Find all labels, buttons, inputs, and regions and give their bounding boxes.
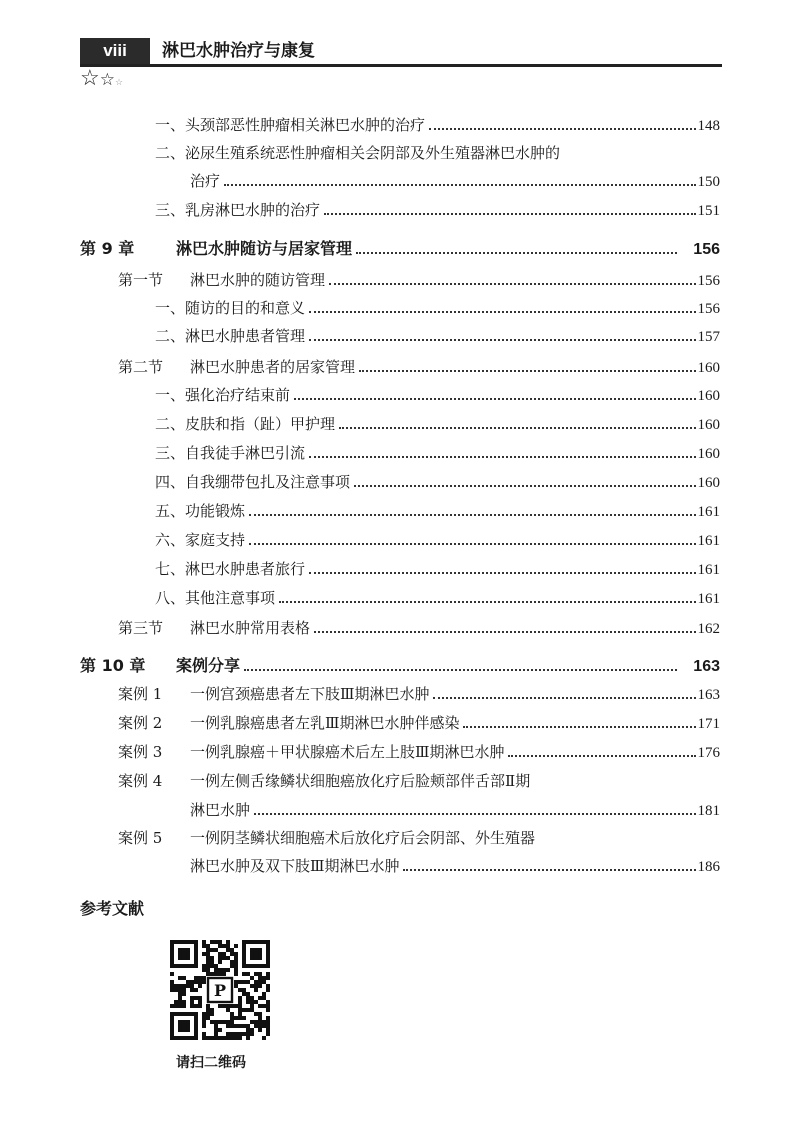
- toc-entry[interactable]: [155, 557, 720, 581]
- toc-entry[interactable]: [190, 798, 720, 822]
- dot-leader: [254, 813, 695, 815]
- dot-leader: [359, 370, 695, 372]
- dot-leader: [324, 213, 695, 215]
- toc-entry-title: 随访的目的和意义: [185, 299, 306, 317]
- toc-entry[interactable]: [118, 682, 720, 706]
- qr-caption: 请扫二维码: [176, 1055, 246, 1071]
- toc-entry[interactable]: [190, 169, 720, 193]
- toc-page-number: 163: [697, 687, 720, 703]
- toc-entry-title: 淋巴水肿的随访管理: [190, 271, 326, 289]
- toc-page-number: 156: [693, 241, 720, 258]
- toc-entry-title: 皮肤和指（趾）甲护理: [185, 415, 336, 433]
- dot-leader: [403, 869, 695, 871]
- toc-page-number: 161: [697, 591, 720, 607]
- toc-entry-title: 案例分享: [176, 656, 241, 675]
- dot-leader: [279, 601, 695, 603]
- toc-entry-number: 案例 5: [118, 829, 163, 847]
- dot-leader: [309, 456, 695, 458]
- toc-entry[interactable]: [118, 740, 720, 764]
- toc-page-number: 171: [697, 716, 720, 732]
- toc-entry-title: 淋巴水肿随访与居家管理: [176, 239, 353, 258]
- toc-entry-number: 三、: [155, 201, 186, 219]
- dot-leader: [309, 311, 695, 313]
- toc-page-number: 160: [697, 446, 720, 462]
- dot-leader: [356, 252, 677, 254]
- toc-page-number: 163: [693, 658, 720, 675]
- dot-leader: [224, 184, 695, 186]
- toc-references[interactable]: 参考文献: [80, 899, 145, 918]
- toc-entry-number: 第 9 章: [80, 239, 135, 258]
- toc-entry-number: 三、: [155, 444, 186, 462]
- toc-entry-title: 一例乳腺癌患者左乳Ⅲ期淋巴水肿伴感染: [190, 714, 460, 732]
- toc-page-number: 160: [697, 360, 720, 376]
- toc-entry[interactable]: [155, 499, 720, 523]
- toc-entry-number: 一、: [155, 116, 186, 134]
- toc-entry-number: 案例 4: [118, 772, 163, 790]
- toc-entry-number: 第三节: [118, 619, 164, 637]
- dot-leader: [354, 485, 695, 487]
- toc-entry-number: 二、: [155, 327, 186, 345]
- toc-entry-line[interactable]: [155, 141, 560, 165]
- toc-entry-number: 五、: [155, 502, 186, 520]
- toc-entry-title: 治疗: [190, 172, 221, 190]
- running-header-title: 淋巴水肿治疗与康复: [162, 41, 315, 61]
- toc-entry[interactable]: [118, 268, 720, 292]
- dot-leader: [433, 697, 695, 699]
- toc-entry[interactable]: [155, 412, 720, 436]
- toc-entry-number: 八、: [155, 589, 186, 607]
- toc-entry-title: 淋巴水肿患者的居家管理: [190, 358, 356, 376]
- toc-entry-number: 二、: [155, 144, 186, 162]
- dot-leader: [249, 543, 695, 545]
- toc-page-number: 160: [697, 388, 720, 404]
- dot-leader: [314, 631, 695, 633]
- toc-entry-title: 一例左侧舌缘鳞状细胞癌放化疗后脸颊部伴舌部Ⅱ期: [190, 772, 531, 790]
- toc-page-number: 148: [697, 118, 720, 134]
- toc-entry-number: 案例 2: [118, 714, 163, 732]
- toc-page-number: 161: [697, 533, 720, 549]
- toc-entry-number: 第二节: [118, 358, 164, 376]
- toc-entry-number: 二、: [155, 415, 186, 433]
- toc-entry-title: 一例乳腺癌＋甲状腺癌术后左上肢Ⅲ期淋巴水肿: [190, 743, 505, 761]
- dot-leader: [309, 572, 695, 574]
- star-icon: ☆: [114, 78, 124, 88]
- toc-entry-title: 淋巴水肿及双下肢Ⅲ期淋巴水肿: [190, 857, 400, 875]
- toc-page-number: 156: [697, 273, 720, 289]
- star-icon: ☆: [99, 70, 115, 90]
- dot-leader: [329, 283, 695, 285]
- toc-entry-title: 其他注意事项: [185, 589, 276, 607]
- toc-page-number: 181: [697, 803, 720, 819]
- toc-entry[interactable]: [155, 198, 720, 222]
- toc-page-number: 150: [697, 174, 720, 190]
- toc-entry-number: 案例 3: [118, 743, 163, 761]
- toc-entry[interactable]: [190, 854, 720, 878]
- toc-entry-title: 乳房淋巴水肿的治疗: [185, 201, 321, 219]
- decorative-stars: [80, 66, 123, 96]
- toc-entry-title: 强化治疗结束前: [185, 386, 291, 404]
- toc-page-number: 186: [697, 859, 720, 875]
- toc-entry-title: 家庭支持: [185, 531, 246, 549]
- toc-entry-title: 自我徒手淋巴引流: [185, 444, 306, 462]
- toc-entry-number: 一、: [155, 299, 186, 317]
- toc-page-number: 161: [697, 562, 720, 578]
- toc-entry-title: 功能锻炼: [185, 502, 246, 520]
- toc-entry-line[interactable]: [118, 826, 535, 850]
- toc-entry-line[interactable]: [118, 769, 530, 793]
- toc-entry[interactable]: [155, 383, 720, 407]
- toc-entry-title: 淋巴水肿: [190, 801, 251, 819]
- toc-entry-number: 案例 1: [118, 685, 163, 703]
- toc-page-number: 161: [697, 504, 720, 520]
- toc-entry[interactable]: [155, 528, 720, 552]
- toc-entry[interactable]: [155, 113, 720, 137]
- dot-leader: [508, 755, 695, 757]
- toc-entry[interactable]: [80, 653, 720, 677]
- toc-page-number: 160: [697, 475, 720, 491]
- dot-leader: [309, 339, 695, 341]
- svg-text:P: P: [213, 981, 227, 1000]
- toc-entry-number: 四、: [155, 473, 186, 491]
- toc-entry-title: 淋巴水肿常用表格: [190, 619, 311, 637]
- toc-entry-title: 一例宫颈癌患者左下肢Ⅲ期淋巴水肿: [190, 685, 430, 703]
- toc-entry-number: 六、: [155, 531, 186, 549]
- toc-entry-title: 泌尿生殖系统恶性肿瘤相关会阴部及外生殖器淋巴水肿的: [185, 144, 561, 162]
- toc-page-number: 156: [697, 301, 720, 317]
- toc-entry-number: 七、: [155, 560, 186, 578]
- toc-entry-title: 一例阴茎鳞状细胞癌术后放化疗后会阴部、外生殖器: [190, 829, 536, 847]
- dot-leader: [249, 514, 695, 516]
- toc-entry[interactable]: [118, 711, 720, 735]
- toc-page-number: 151: [697, 203, 720, 219]
- toc-page-number: 176: [697, 745, 720, 761]
- dot-leader: [339, 427, 695, 429]
- toc-entry[interactable]: [118, 616, 720, 640]
- toc-entry[interactable]: [155, 470, 720, 494]
- toc-entry-title: 自我绷带包扎及注意事项: [185, 473, 351, 491]
- dot-leader: [294, 398, 695, 400]
- dot-leader: [463, 726, 695, 728]
- dot-leader: [429, 128, 695, 130]
- header-rule: [80, 64, 722, 67]
- dot-leader: [244, 669, 677, 671]
- toc-entry-title: 淋巴水肿患者旅行: [185, 560, 306, 578]
- toc-entry[interactable]: [155, 324, 720, 348]
- star-icon: ☆: [80, 66, 100, 91]
- toc-page-number: 160: [697, 417, 720, 433]
- toc-entry[interactable]: [155, 296, 720, 320]
- toc-entry-number: 第 10 章: [80, 656, 146, 675]
- toc-entry[interactable]: [155, 586, 720, 610]
- toc-entry-number: 第一节: [118, 271, 164, 289]
- toc-entry-title: 头颈部恶性肿瘤相关淋巴水肿的治疗: [185, 116, 426, 134]
- toc-entry[interactable]: [155, 441, 720, 465]
- toc-page-number: 157: [697, 329, 720, 345]
- toc-entry[interactable]: [118, 355, 720, 379]
- toc-page-number: 162: [697, 621, 720, 637]
- toc-entry-number: 一、: [155, 386, 186, 404]
- qr-code: [170, 940, 270, 1040]
- toc-entry[interactable]: [80, 236, 720, 260]
- page-number-badge: viii: [80, 38, 150, 64]
- toc-entry-title: 淋巴水肿患者管理: [185, 327, 306, 345]
